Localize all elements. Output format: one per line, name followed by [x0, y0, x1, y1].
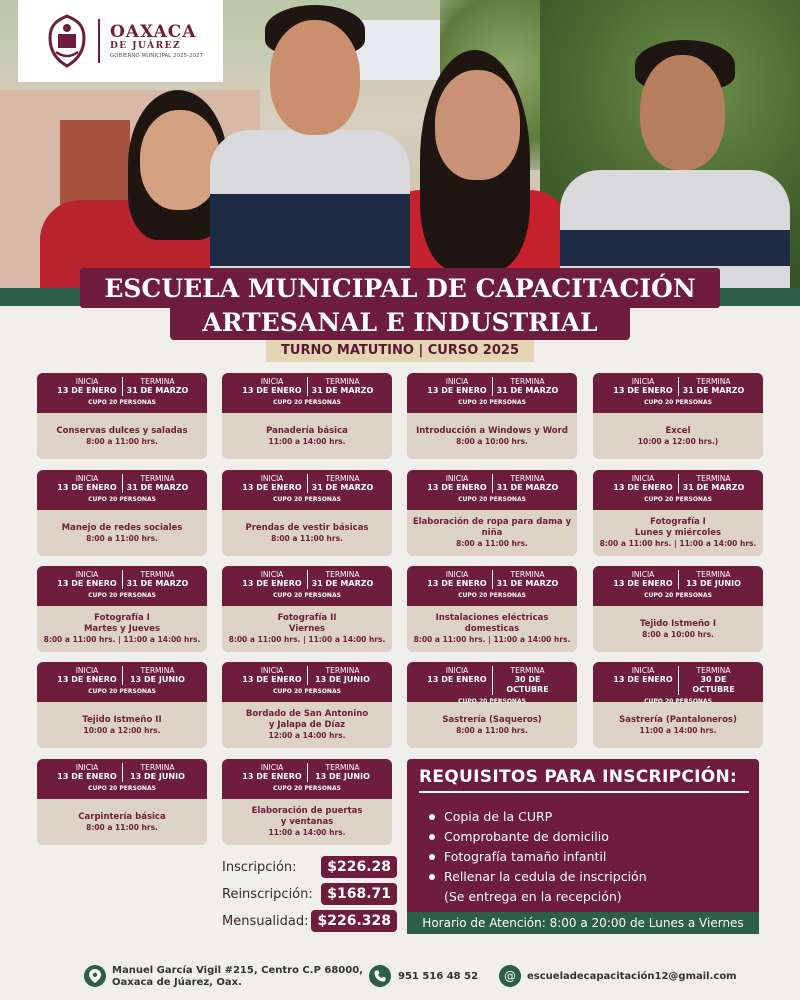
course-dates: [407, 377, 577, 396]
capacity-label: CUPO 20 PERSONAS: [273, 688, 341, 695]
course-schedule: 8:00 a 10:00 hrs.: [456, 436, 528, 446]
start-label: INICIA: [445, 666, 469, 675]
capacity-label: CUPO 20 PERSONAS: [88, 496, 156, 503]
logo-city: OAXACA: [110, 21, 197, 42]
end-date: [678, 570, 748, 589]
end-value: 13 DE JUNIO: [315, 675, 370, 684]
course-dates: [407, 570, 577, 589]
start-label: INICIA: [75, 666, 99, 675]
course-dates: [222, 570, 392, 589]
end-label: TERMINA: [325, 666, 360, 675]
end-date: [492, 377, 562, 396]
course-card-header: [222, 373, 392, 413]
capacity-label: CUPO 20 PERSONAS: [88, 688, 156, 695]
end-value: 31 DE MARZO: [496, 483, 559, 492]
capacity-label: CUPO 20 PERSONAS: [273, 785, 341, 792]
course-schedule: 11:00 a 14:00 hrs.: [639, 725, 717, 735]
end-value: 30 DE OCTUBRE: [506, 675, 549, 694]
course-dates: [222, 763, 392, 782]
end-date: [122, 377, 192, 396]
start-label: INICIA: [260, 666, 284, 675]
start-label: INICIA: [631, 666, 655, 675]
end-date: [492, 570, 562, 589]
end-value: 31 DE MARZO: [311, 483, 374, 492]
end-value: 13 DE JUNIO: [130, 772, 185, 781]
start-value: 13 DE ENERO: [242, 386, 302, 395]
end-date: [678, 377, 748, 396]
course-card: [407, 566, 577, 652]
end-date: [122, 570, 192, 589]
course-card: [407, 470, 577, 556]
fee-row-inscripcion: [222, 856, 397, 878]
end-date: [492, 666, 562, 695]
course-card-body: [407, 510, 577, 556]
course-dates: [37, 570, 207, 589]
start-label: INICIA: [445, 377, 469, 386]
course-card-header: [37, 662, 207, 702]
page-title: [80, 268, 720, 338]
course-name: Introducción a Windows y Word: [416, 425, 568, 436]
end-label: TERMINA: [696, 377, 731, 386]
requirements-list: [429, 807, 647, 907]
course-card-body: [407, 702, 577, 748]
course-card-body: [407, 413, 577, 459]
start-date: [422, 377, 492, 396]
address: [112, 965, 363, 989]
course-schedule: 8:00 a 11:00 hrs.: [456, 539, 528, 548]
course-card-header: [593, 470, 763, 510]
end-date: [678, 666, 748, 695]
logo-text: [110, 23, 203, 60]
fee-label: Mensualidad:: [222, 913, 309, 929]
course-card: [593, 662, 763, 748]
start-value: 13 DE ENERO: [57, 772, 117, 781]
start-label: INICIA: [631, 474, 655, 483]
start-date: [237, 570, 307, 589]
at-sign-icon: @: [499, 965, 521, 987]
start-label: INICIA: [75, 570, 99, 579]
course-card-header: [222, 566, 392, 606]
fee-label: Inscripción:: [222, 859, 297, 875]
requirements-title: REQUISITOS PARA INSCRIPCIÓN:: [419, 767, 738, 787]
capacity-label: CUPO 20 PERSONAS: [458, 399, 526, 406]
requirement-item: Rellenar la cedula de inscripción: [429, 867, 647, 887]
end-label: TERMINA: [510, 570, 545, 579]
start-label: INICIA: [260, 377, 284, 386]
start-label: INICIA: [445, 474, 469, 483]
end-label: TERMINA: [140, 474, 175, 483]
start-label: INICIA: [75, 763, 99, 772]
course-card-body: [222, 606, 392, 652]
start-date: [237, 763, 307, 782]
course-schedule: 8:00 a 11:00 hrs. | 11:00 a 14:00 hrs.: [43, 635, 201, 644]
end-label: TERMINA: [325, 570, 360, 579]
course-schedule: 8:00 a 11:00 hrs.: [86, 822, 158, 832]
end-value: 31 DE MARZO: [682, 483, 745, 492]
capacity-label: CUPO 20 PERSONAS: [458, 592, 526, 599]
course-dates: [37, 763, 207, 782]
course-card: [222, 566, 392, 652]
end-value: 13 DE JUNIO: [315, 772, 370, 781]
start-date: [422, 474, 492, 493]
course-card-body: [37, 413, 207, 459]
start-date: [52, 377, 122, 396]
course-name: Bordado de San Antonino y Jalapa de Díaz: [245, 709, 369, 730]
course-card: [222, 373, 392, 459]
course-card-body: [593, 702, 763, 748]
capacity-label: CUPO 20 PERSONAS: [88, 785, 156, 792]
course-schedule: 8:00 a 11:00 hrs. | 11:00 a 14:00 hrs.: [228, 635, 386, 644]
requirement-item: Fotografía tamaño infantil: [429, 847, 647, 867]
end-date: [307, 474, 377, 493]
start-value: 13 DE ENERO: [57, 579, 117, 588]
course-dates: [37, 377, 207, 396]
course-card-body: [593, 413, 763, 459]
capacity-label: CUPO 20 PERSONAS: [644, 399, 712, 406]
course-dates: [37, 474, 207, 493]
start-value: 13 DE ENERO: [242, 579, 302, 588]
end-label: TERMINA: [325, 474, 360, 483]
address-line-1: Manuel García Vigil #215, Centro C.P 68000,: [112, 965, 363, 976]
course-dates: [222, 666, 392, 685]
course-card: [222, 470, 392, 556]
start-label: INICIA: [260, 474, 284, 483]
start-label: INICIA: [445, 570, 469, 579]
end-value: 13 DE JUNIO: [130, 675, 185, 684]
capacity-label: CUPO 20 PERSONAS: [273, 592, 341, 599]
end-date: [122, 474, 192, 493]
course-name: Tejido Istmeño I: [639, 618, 717, 629]
end-date: [492, 474, 562, 493]
city-emblem-icon: [46, 14, 88, 68]
course-card-header: [407, 566, 577, 606]
end-date: [307, 570, 377, 589]
start-value: 13 DE ENERO: [613, 675, 673, 684]
start-value: 13 DE ENERO: [427, 483, 487, 492]
course-name: Panadería básica: [266, 425, 348, 436]
start-label: INICIA: [631, 570, 655, 579]
start-value: 13 DE ENERO: [427, 386, 487, 395]
start-date: [52, 474, 122, 493]
course-schedule: 10:00 a 12:00 hrs.: [83, 725, 161, 735]
start-date: [608, 570, 678, 589]
start-value: 13 DE ENERO: [613, 386, 673, 395]
course-dates: [593, 666, 763, 695]
end-label: TERMINA: [140, 666, 175, 675]
title-line-1: ESCUELA MUNICIPAL DE CAPACITACIÓN: [80, 268, 720, 308]
end-label: TERMINA: [140, 570, 175, 579]
end-value: 31 DE MARZO: [496, 386, 559, 395]
fee-value: $226.28: [321, 856, 397, 878]
course-name: Fotografía II Viernes: [277, 613, 337, 634]
course-name: Carpintería básica: [78, 811, 166, 822]
start-value: 13 DE ENERO: [613, 579, 673, 588]
start-date: [608, 377, 678, 396]
course-card: [593, 566, 763, 652]
course-schedule: 11:00 a 14:00 hrs.: [268, 436, 346, 446]
course-schedule: 8:00 a 10:00 hrs.: [642, 629, 714, 639]
course-card-header: [593, 373, 763, 413]
capacity-label: CUPO 20 PERSONAS: [88, 399, 156, 406]
start-value: 13 DE ENERO: [427, 675, 487, 684]
course-name: Sastrería (Pantaloneros): [619, 714, 737, 725]
end-value: 31 DE MARZO: [496, 579, 559, 588]
logo-government: GOBIERNO MUNICIPAL 2025-2027: [110, 52, 203, 59]
course-dates: [222, 377, 392, 396]
start-date: [237, 474, 307, 493]
course-dates: [407, 666, 577, 695]
start-value: 13 DE ENERO: [613, 483, 673, 492]
course-name: Instalaciones eléctricas domesticas: [435, 613, 549, 634]
capacity-label: CUPO 20 PERSONAS: [88, 592, 156, 599]
course-card-body: [222, 799, 392, 845]
end-label: TERMINA: [510, 377, 545, 386]
start-date: [237, 666, 307, 685]
start-date: [422, 666, 492, 695]
requirements-panel: [407, 759, 759, 934]
course-card-body: [222, 702, 392, 748]
course-name: Fotografía I Martes y Jueves: [83, 613, 161, 634]
logo-subtitle: DE JUÁREZ: [110, 40, 182, 51]
capacity-label: CUPO 20 PERSONAS: [458, 698, 526, 705]
course-card: [222, 662, 392, 748]
capacity-label: CUPO 20 PERSONAS: [644, 496, 712, 503]
course-schedule: 8:00 a 11:00 hrs. | 11:00 a 14:00 hrs.: [413, 635, 571, 644]
student-photo: [560, 40, 790, 290]
capacity-label: CUPO 20 PERSONAS: [644, 698, 712, 705]
phone-number[interactable]: 951 516 48 52: [398, 971, 479, 982]
end-value: 31 DE MARZO: [311, 386, 374, 395]
course-card-body: [222, 413, 392, 459]
start-label: INICIA: [631, 377, 655, 386]
end-label: TERMINA: [140, 763, 175, 772]
fee-value: $168.71: [321, 883, 397, 905]
course-name: Fotografía I Lunes y miércoles: [634, 517, 722, 538]
course-dates: [222, 474, 392, 493]
course-name: Conservas dulces y saladas: [56, 425, 188, 436]
course-card-header: [222, 470, 392, 510]
capacity-label: CUPO 20 PERSONAS: [644, 592, 712, 599]
course-dates: [593, 377, 763, 396]
course-card-header: [37, 759, 207, 799]
end-label: TERMINA: [696, 666, 731, 675]
shift-subtitle: TURNO MATUTINO | CURSO 2025: [266, 340, 534, 362]
course-name: Prendas de vestir básicas: [245, 522, 369, 533]
end-date: [122, 763, 192, 782]
logo-divider: [98, 19, 100, 63]
course-card-header: [407, 373, 577, 413]
start-date: [608, 474, 678, 493]
course-card: [593, 470, 763, 556]
end-label: TERMINA: [325, 377, 360, 386]
phone-icon: [369, 965, 391, 987]
start-date: [608, 666, 678, 695]
course-dates: [407, 474, 577, 493]
capacity-label: CUPO 20 PERSONAS: [458, 496, 526, 503]
end-date: [307, 666, 377, 685]
end-value: 31 DE MARZO: [682, 386, 745, 395]
course-dates: [593, 570, 763, 589]
course-card: [37, 470, 207, 556]
course-card-body: [593, 606, 763, 652]
course-card: [407, 662, 577, 748]
course-schedule: 10:00 a 12:00 hrs.): [637, 436, 719, 446]
start-label: INICIA: [75, 377, 99, 386]
requirement-note: (Se entrega en la recepción): [444, 889, 622, 904]
course-card-header: [407, 662, 577, 705]
course-schedule: 8:00 a 11:00 hrs.: [271, 533, 343, 543]
course-name: Elaboración de ropa para dama y niña: [412, 517, 572, 538]
start-value: 13 DE ENERO: [57, 386, 117, 395]
start-date: [52, 666, 122, 685]
end-value: 13 DE JUNIO: [686, 579, 741, 588]
capacity-label: CUPO 20 PERSONAS: [273, 399, 341, 406]
course-card: [37, 662, 207, 748]
course-card: [222, 759, 392, 845]
course-card-body: [37, 702, 207, 748]
start-value: 13 DE ENERO: [57, 675, 117, 684]
start-label: INICIA: [75, 474, 99, 483]
address-line-2: Oaxaca de Júarez, Oax.: [112, 977, 242, 988]
course-card-header: [37, 470, 207, 510]
end-date: [307, 377, 377, 396]
end-value: 31 DE MARZO: [126, 483, 189, 492]
course-card: [37, 566, 207, 652]
end-date: [122, 666, 192, 685]
fee-label: Reinscripción:: [222, 886, 313, 902]
course-card-body: [593, 510, 763, 556]
start-value: 13 DE ENERO: [427, 579, 487, 588]
end-label: TERMINA: [696, 570, 731, 579]
end-date: [678, 474, 748, 493]
course-card: [37, 759, 207, 845]
course-card: [37, 373, 207, 459]
course-card-body: [407, 606, 577, 652]
start-date: [52, 763, 122, 782]
start-value: 13 DE ENERO: [242, 483, 302, 492]
course-card-body: [222, 510, 392, 556]
end-label: TERMINA: [510, 474, 545, 483]
requirement-item: Comprobante de domicilio: [429, 827, 647, 847]
course-card-body: [37, 510, 207, 556]
course-schedule: 8:00 a 11:00 hrs.: [86, 533, 158, 543]
start-label: INICIA: [260, 570, 284, 579]
course-card: [407, 373, 577, 459]
end-value: 31 DE MARZO: [311, 579, 374, 588]
end-label: TERMINA: [696, 474, 731, 483]
course-card-header: [593, 662, 763, 705]
start-value: 13 DE ENERO: [57, 483, 117, 492]
office-hours: Horario de Atención: 8:00 a 20:00 de Lunes a Viernes: [407, 912, 759, 934]
requirements-divider: [419, 791, 749, 793]
course-name: Sastrería (Saqueros): [442, 714, 542, 725]
course-name: Tejido Istmeño II: [82, 714, 162, 725]
email-address[interactable]: escueladecapacitación12@gmail.com: [527, 971, 737, 982]
course-card-header: [593, 566, 763, 606]
fee-value: $226.328: [311, 910, 397, 932]
course-schedule: 11:00 a 14:00 hrs.: [268, 828, 346, 837]
course-card-body: [37, 799, 207, 845]
start-value: 13 DE ENERO: [242, 772, 302, 781]
logo: [18, 0, 223, 82]
end-date: [307, 763, 377, 782]
capacity-label: CUPO 20 PERSONAS: [273, 496, 341, 503]
location-pin-icon: [84, 965, 106, 987]
fees: [222, 856, 397, 936]
course-dates: [593, 474, 763, 493]
fee-row-reinscripcion: [222, 883, 397, 905]
student-photo: [210, 5, 410, 290]
course-card-header: [37, 566, 207, 606]
course-card-header: [407, 470, 577, 510]
course-schedule: 8:00 a 11:00 hrs.: [456, 725, 528, 735]
requirement-item: Copia de la CURP: [429, 807, 647, 827]
end-value: 31 DE MARZO: [126, 386, 189, 395]
course-card-header: [222, 759, 392, 799]
course-card-body: [37, 606, 207, 652]
course-name: Manejo de redes sociales: [61, 522, 183, 533]
course-name: Elaboración de puertas y ventanas: [251, 806, 363, 827]
end-label: TERMINA: [140, 377, 175, 386]
start-date: [237, 377, 307, 396]
end-value: 30 DE OCTUBRE: [692, 675, 735, 694]
course-card: [593, 373, 763, 459]
footer: [0, 955, 800, 1000]
start-value: 13 DE ENERO: [242, 675, 302, 684]
course-schedule: 8:00 a 11:00 hrs. | 11:00 a 14:00 hrs.: [599, 539, 757, 548]
start-label: INICIA: [260, 763, 284, 772]
title-line-2: ARTESANAL E INDUSTRIAL: [170, 308, 630, 340]
start-date: [52, 570, 122, 589]
course-dates: [37, 666, 207, 685]
end-label: TERMINA: [510, 666, 545, 675]
course-schedule: 8:00 a 11:00 hrs.: [86, 436, 158, 446]
end-label: TERMINA: [325, 763, 360, 772]
end-value: 31 DE MARZO: [126, 579, 189, 588]
course-name: Excel: [665, 425, 691, 436]
course-card-header: [37, 373, 207, 413]
start-date: [422, 570, 492, 589]
course-card-header: [222, 662, 392, 702]
fee-row-mensualidad: [222, 910, 397, 932]
course-schedule: 12:00 a 14:00 hrs.: [268, 731, 346, 740]
